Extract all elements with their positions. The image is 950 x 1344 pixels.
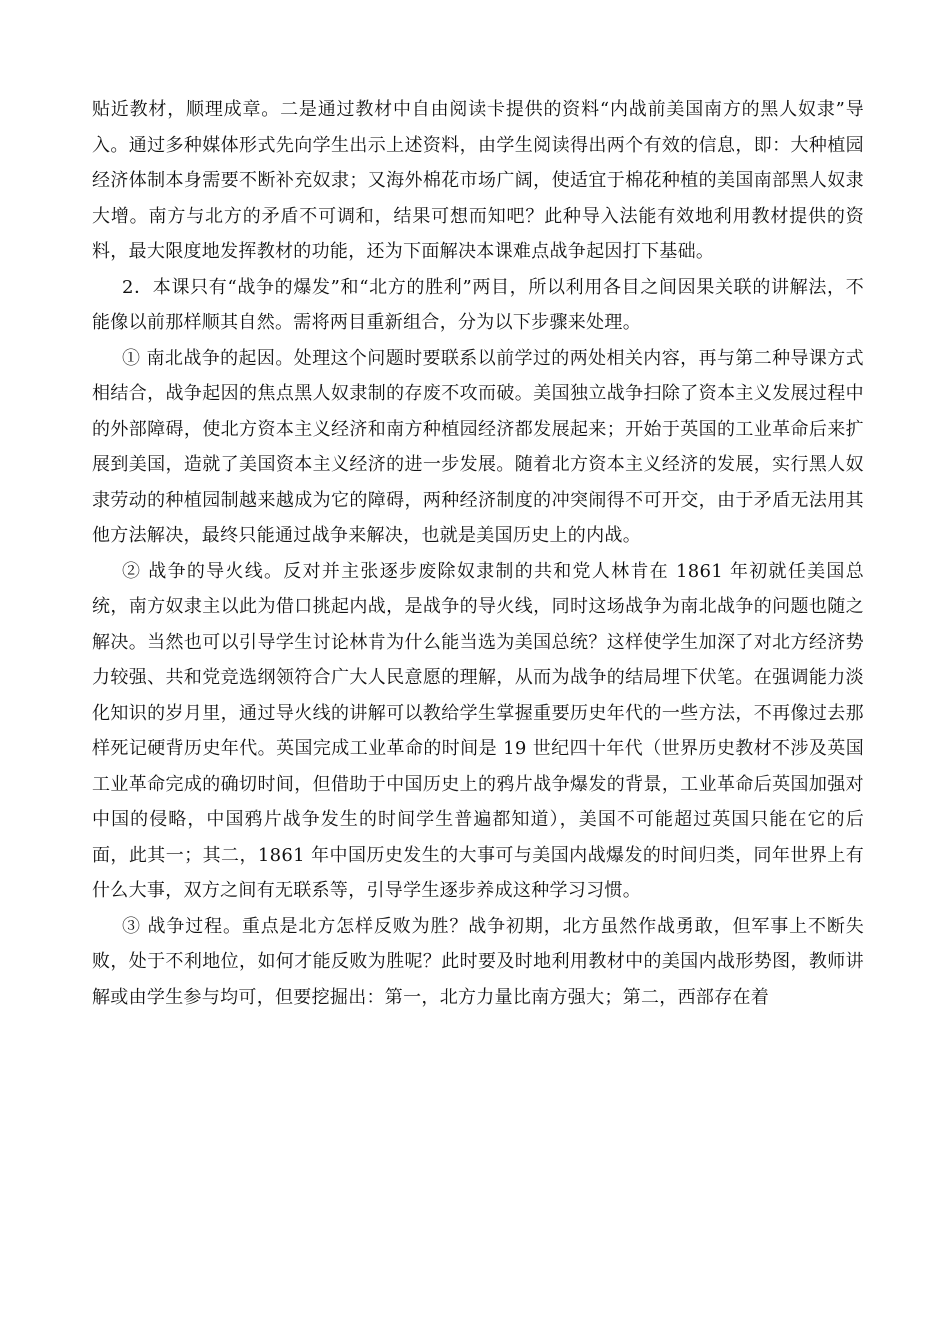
paragraph-war-process: ③ 战争过程。重点是北方怎样反败为胜？战争初期，北方虽然作战勇敢，但军事上不断失败，处于不利地位，如何才能反败为胜呢？此时要及时地利用教材中的美国内战形势图，教师讲解或由学生参与均可，但要挖掘出：第一，北方力量比南方强大；第二，西部存在着 (92, 915, 864, 1008)
paragraph-fuse-of-war: ② 战争的导火线。反对并主张逐步废除奴隶制的共和党人林肯在 1861 年初就任美国总统，南方奴隶主以此为借口挑起内战，是战争的导火线，同时这场战争为南北战争的问题也随之解决。当然也可以引导学生讨论林肯为什么能当选为美国总统？这样使学生加深了对北方经济势力较强、共和党竞选纲领符合广大人民意愿的理解，从而为战争的结局埋下伏笔。在强调能力淡化知识的岁月里，通过导火线的讲解可以教给学生掌握重要历史年代的一些方法，不再像过去那样死记硬背历史年代。英国完成工业革命的时间是 19 世纪四十年代（世界历史教材不涉及英国工业革命完成的确切时间，但借助于中国历史上的鸦片战争爆发的背景，工业革命后英国加强对中国的侵略，中国鸦片战争发生的时间学生普遍都知道），美国不可能超过英国只能在它的后面，此其一；其二，1861 年中国历史发生的大事可与美国内战爆发的时间归类，同年世界上有什么大事，双方之间有无联系等，引导学生逐步养成这种学习习惯。 (92, 560, 864, 901)
paragraph-intro-continuation: 贴近教材，顺理成章。二是通过教材中自由阅读卡提供的资料“内战前美国南方的黑人奴隶”导入。通过多种媒体形式先向学生出示上述资料，由学生阅读得出两个有效的信息，即：大种植园经济体制本身需要不断补充奴隶；又海外棉花市场广阔，使适宜于棉花种植的美国南部黑人奴隶大增。南方与北方的矛盾不可调和，结果可想而知吧？此种导入法能有效地利用教材提供的资料，最大限度地发挥教材的功能，还为下面解决本课难点战争起因打下基础。 (92, 99, 864, 262)
paragraph-point-2: 2．本课只有“战争的爆发”和“北方的胜利”两目，所以利用各目之间因果关联的讲解法，不能像以前那样顺其自然。需将两目重新组合，分为以下步骤来处理。 (92, 276, 864, 333)
paragraph-cause-of-war: ① 南北战争的起因。处理这个问题时要联系以前学过的两处相关内容，再与第二种导课方式相结合，战争起因的焦点黑人奴隶制的存废不攻而破。美国独立战争扫除了资本主义发展过程中的外部障碍，使北方资本主义经济和南方种植园经济都发展起来；开始于英国的工业革命后来扩展到美国，造就了美国资本主义经济的进一步发展。随着北方资本主义经济的发展，实行黑人奴隶劳动的种植园制越来越成为它的障碍，两种经济制度的冲突闹得不可开交，由于矛盾无法用其他方法解决，最终只能通过战争来解决，也就是美国历史上的内战。 (92, 347, 864, 546)
document-body (92, 92, 864, 1015)
